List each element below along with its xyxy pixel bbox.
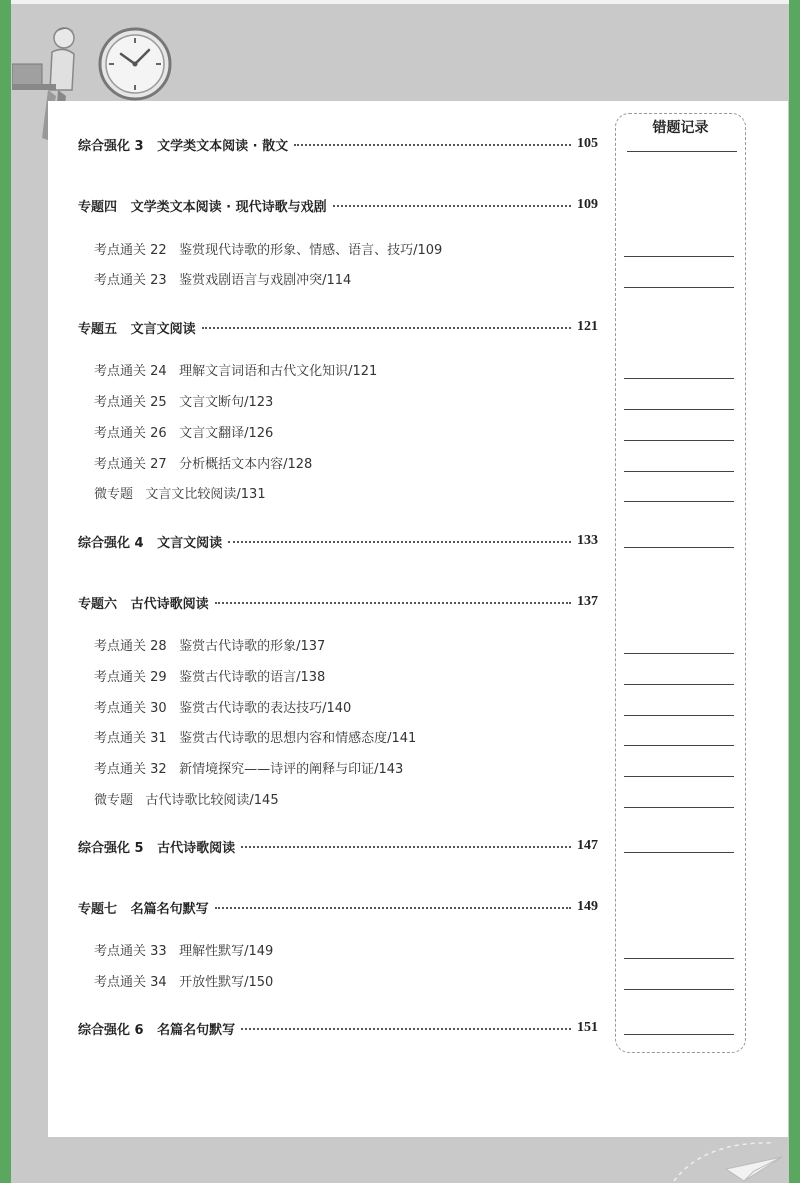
record-line[interactable] xyxy=(624,745,734,746)
left-border-stripe xyxy=(0,0,11,1183)
error-record-box xyxy=(615,113,746,1053)
record-line[interactable] xyxy=(624,471,734,472)
toc-entry-main[interactable] xyxy=(78,317,598,337)
toc-entry-sub[interactable]: 考点通关 34 开放性默写/150 xyxy=(94,975,274,990)
record-line[interactable] xyxy=(624,958,734,959)
toc-entry-title: 综合强化 4 文言文阅读 xyxy=(78,535,223,551)
toc-entry-main[interactable] xyxy=(78,897,598,917)
toc-page-number: 137 xyxy=(577,594,598,609)
toc-entry-title: 综合强化 5 古代诗歌阅读 xyxy=(78,840,236,856)
clock-icon xyxy=(97,26,173,102)
toc-entry-main[interactable] xyxy=(78,592,598,612)
toc-leader-dots xyxy=(241,1028,571,1030)
toc-leader-dots xyxy=(333,205,571,207)
record-line[interactable] xyxy=(624,653,734,654)
toc-entry-sub[interactable]: 考点通关 30 鉴赏古代诗歌的表达技巧/140 xyxy=(94,701,352,716)
toc-entry-sub[interactable]: 微专题 文言文比较阅读/131 xyxy=(94,487,266,502)
toc-leader-dots xyxy=(228,541,571,543)
toc-entry-sub[interactable]: 考点通关 25 文言文断句/123 xyxy=(94,395,274,410)
toc-entry-title: 专题四 文学类文本阅读 · 现代诗歌与戏剧 xyxy=(78,199,327,215)
toc-page-number: 109 xyxy=(577,197,598,212)
toc-entry-main[interactable] xyxy=(78,1018,598,1038)
toc-entry-sub[interactable]: 微专题 古代诗歌比较阅读/145 xyxy=(94,793,279,808)
toc-leader-dots xyxy=(202,327,571,329)
toc-leader-dots xyxy=(215,907,571,909)
record-line[interactable] xyxy=(624,989,734,990)
record-line[interactable] xyxy=(624,715,734,716)
toc-entry-main[interactable] xyxy=(78,531,598,551)
toc-entry-title: 综合强化 3 文学类文本阅读 · 散文 xyxy=(78,138,289,154)
toc-entry-sub[interactable]: 考点通关 32 新情境探究——诗评的阐释与印证/143 xyxy=(94,762,404,777)
toc-page-number: 147 xyxy=(577,838,598,853)
record-line[interactable] xyxy=(624,684,734,685)
toc-leader-dots xyxy=(241,846,571,848)
toc-entry-sub[interactable]: 考点通关 31 鉴赏古代诗歌的思想内容和情感态度/141 xyxy=(94,731,417,746)
toc-leader-dots xyxy=(215,602,571,604)
record-line[interactable] xyxy=(624,256,734,257)
record-line[interactable] xyxy=(624,852,734,853)
toc-entry-title: 综合强化 6 名篇名句默写 xyxy=(78,1022,236,1038)
toc-entry-main[interactable] xyxy=(78,836,598,856)
record-line[interactable] xyxy=(624,378,734,379)
toc-page-number: 151 xyxy=(577,1020,598,1035)
record-line[interactable] xyxy=(624,547,734,548)
toc-entry-sub[interactable]: 考点通关 26 文言文翻译/126 xyxy=(94,426,274,441)
toc-page-number: 149 xyxy=(577,899,598,914)
toc-entry-title: 专题七 名篇名句默写 xyxy=(78,901,209,917)
toc-leader-dots xyxy=(294,144,571,146)
record-line[interactable] xyxy=(624,287,734,288)
toc-entry-main[interactable] xyxy=(78,134,598,154)
top-strip xyxy=(11,0,789,4)
toc-page-number: 121 xyxy=(577,319,598,334)
record-line[interactable] xyxy=(624,501,734,502)
toc-entry-sub[interactable]: 考点通关 29 鉴赏古代诗歌的语言/138 xyxy=(94,670,326,685)
toc-page-number: 133 xyxy=(577,533,598,548)
record-line[interactable] xyxy=(624,807,734,808)
toc-entry-sub[interactable]: 考点通关 33 理解性默写/149 xyxy=(94,944,274,959)
toc-entry-sub[interactable]: 考点通关 22 鉴赏现代诗歌的形象、情感、语言、技巧/109 xyxy=(94,243,443,258)
toc-entry-sub[interactable]: 考点通关 28 鉴赏古代诗歌的形象/137 xyxy=(94,639,326,654)
record-line[interactable] xyxy=(624,1034,734,1035)
toc-entry-sub[interactable]: 考点通关 27 分析概括文本内容/128 xyxy=(94,457,313,472)
record-line[interactable] xyxy=(624,409,734,410)
record-line[interactable] xyxy=(627,151,737,152)
error-record-title: 错题记录 xyxy=(652,120,709,136)
toc-page-number: 105 xyxy=(577,136,598,151)
toc-entry-title: 专题六 古代诗歌阅读 xyxy=(78,596,209,612)
record-line[interactable] xyxy=(624,776,734,777)
toc-entry-title: 专题五 文言文阅读 xyxy=(78,321,196,337)
right-border-stripe xyxy=(789,0,800,1183)
paper-plane-icon xyxy=(664,1135,788,1183)
toc-entry-sub[interactable]: 考点通关 23 鉴赏戏剧语言与戏剧冲突/114 xyxy=(94,273,352,288)
toc-entry-sub[interactable]: 考点通关 24 理解文言词语和古代文化知识/121 xyxy=(94,364,378,379)
toc-entry-main[interactable] xyxy=(78,195,598,215)
record-line[interactable] xyxy=(624,440,734,441)
